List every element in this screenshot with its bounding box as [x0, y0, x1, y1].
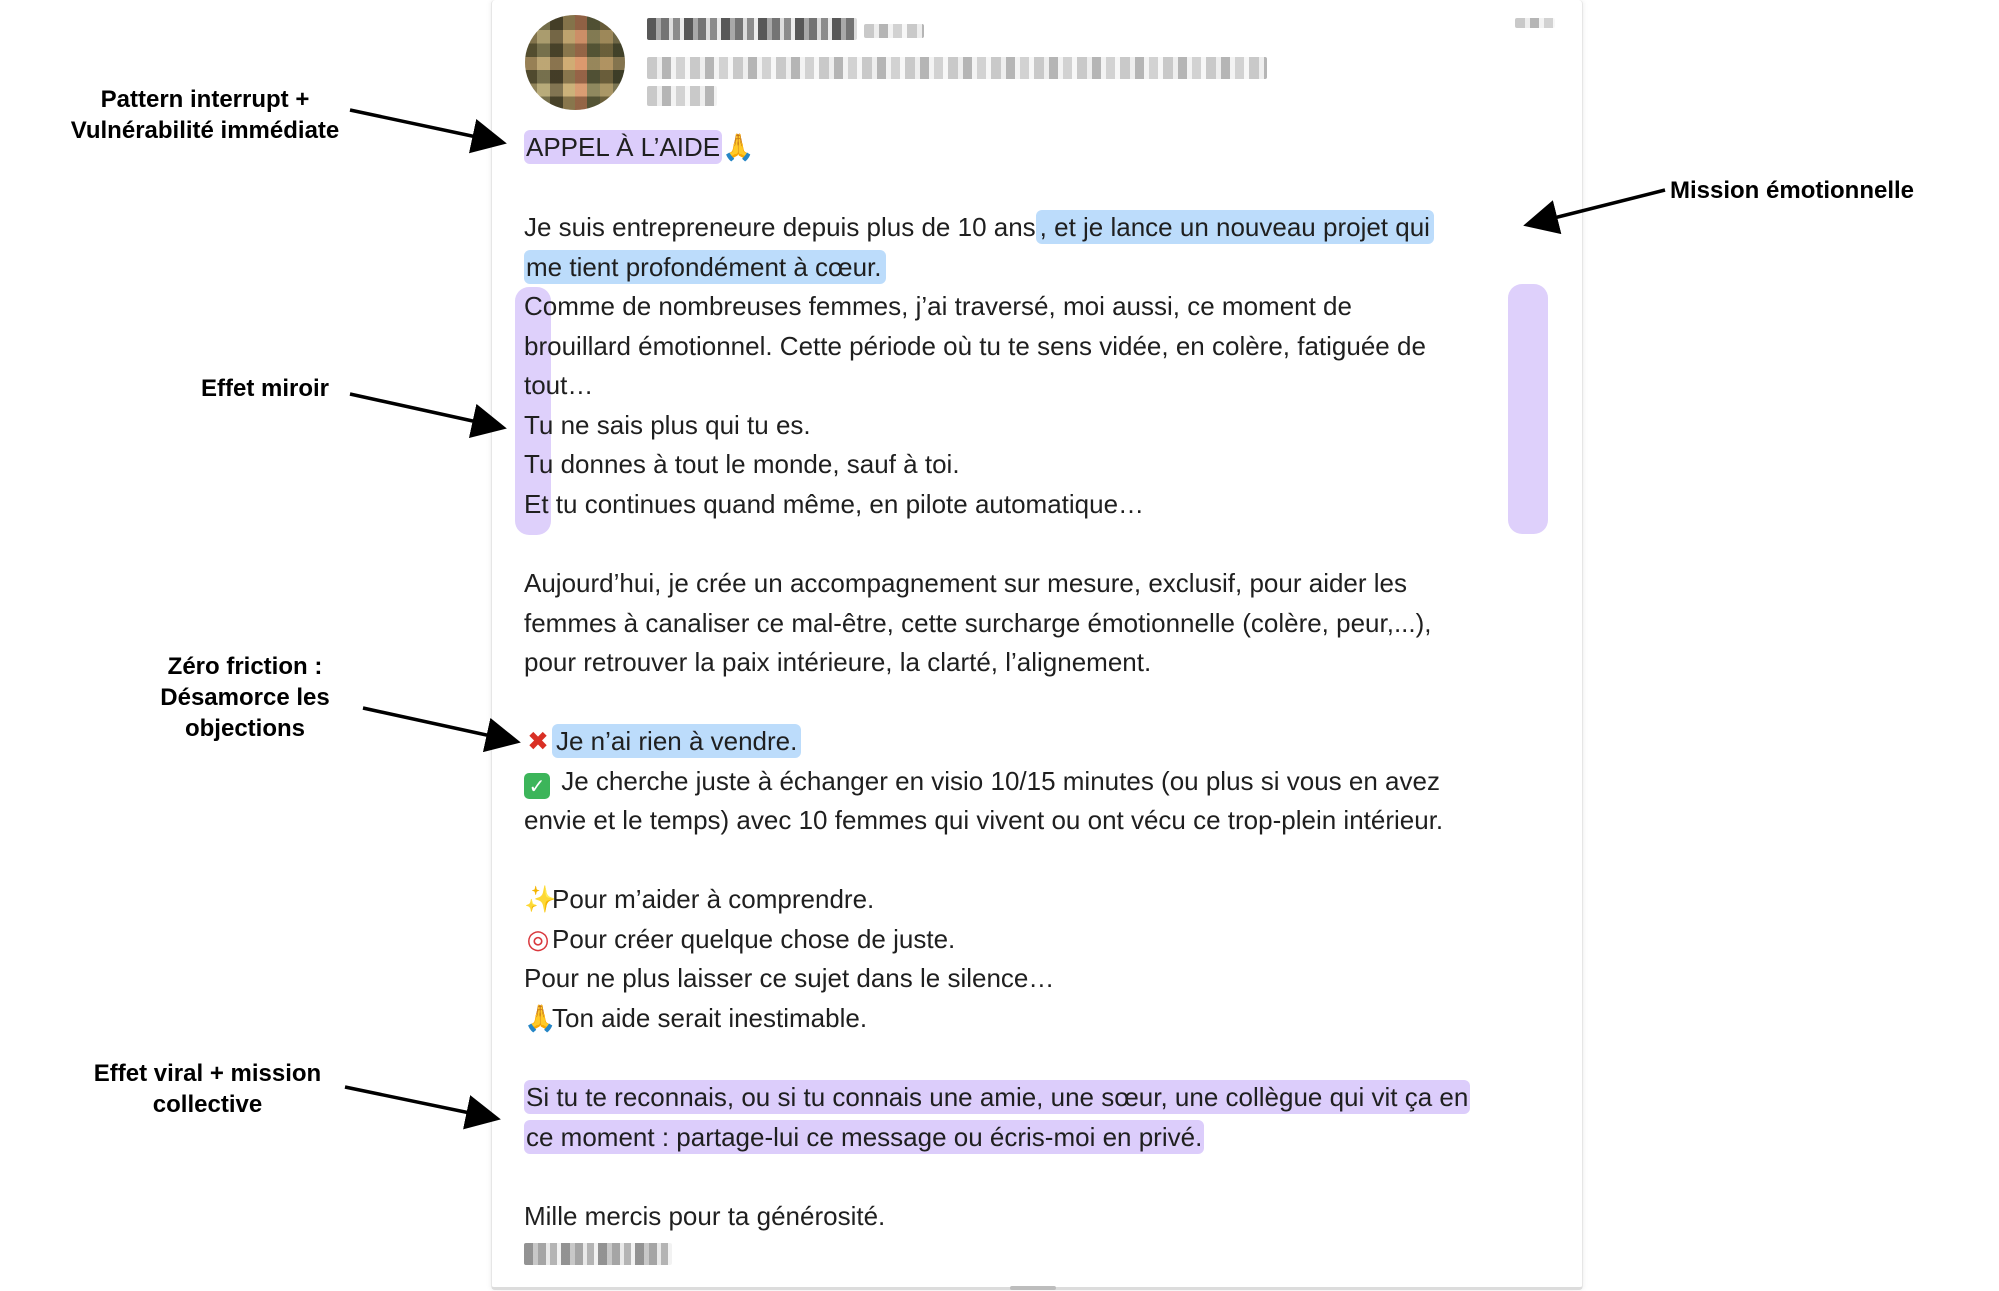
- mirror-line: Comme de nombreuses femmes, j’ai traversé, moi aussi, ce moment de: [524, 291, 1352, 321]
- annotation-line: objections: [184, 715, 305, 742]
- card-resize-handle: [1010, 1286, 1056, 1290]
- reason-text: Ton aide serait inestimable.: [552, 1003, 868, 1033]
- post-menu-blurred[interactable]: [1515, 18, 1555, 28]
- author-headline-blurred: [647, 57, 1267, 79]
- author-avatar[interactable]: [525, 15, 625, 110]
- reason-text: Pour m’aider à comprendre.: [552, 884, 875, 914]
- annotation-line: Zéro friction :: [167, 653, 323, 680]
- ask-line-2: envie et le temps) avec 10 femmes qui vivent ou ont vécu ce trop-plein intérieur.: [524, 805, 1444, 835]
- offer-line: pour retrouver la paix intérieure, la clarté, l’alignement.: [524, 647, 1152, 677]
- target-icon: ◎: [526, 925, 550, 955]
- praying-hands-icon: 🙏: [722, 133, 755, 163]
- cross-mark-icon: ✖: [527, 727, 549, 757]
- mirror-line: tout…: [524, 370, 594, 400]
- intro-line-1: [524, 208, 1434, 248]
- no-sell-text: Je n’ai rien à vendre.: [552, 724, 801, 758]
- intro-highlight-2: me tient profondément à cœur.: [524, 250, 886, 284]
- reason-text: Pour ne plus laisser ce sujet dans le silence…: [524, 963, 1055, 993]
- mirror-line: Et tu continues quand même, en pilote automatique…: [524, 489, 1145, 519]
- annotation-line: Vulnérabilité immédiate: [70, 117, 340, 144]
- reason-line: [524, 880, 874, 921]
- annotation-line: Pattern interrupt +: [100, 86, 310, 113]
- reason-line: [524, 920, 955, 961]
- sparkles-icon: ✨: [524, 885, 557, 915]
- thanks-line: Mille mercis pour ta générosité.: [524, 1201, 886, 1231]
- reason-line: [524, 999, 867, 1040]
- author-meta-blurred: [864, 24, 924, 38]
- post-time-blurred: [647, 86, 717, 106]
- arrow-effet-miroir: [350, 394, 500, 427]
- annotation-line: Effet viral + mission: [93, 1060, 322, 1087]
- viral-text: Si tu te reconnais, ou si tu connais une amie, une sœur, une collègue qui vit ça en: [526, 1082, 1469, 1112]
- mirror-line: Tu donnes à tout le monde, sauf à toi.: [524, 449, 960, 479]
- offer-line: Aujourd’hui, je crée un accompagnement sur mesure, exclusif, pour aider les: [524, 568, 1408, 598]
- annotation-mission-emotionnelle: [1670, 175, 1960, 206]
- mirror-line: brouillard émotionnel. Cette période où tu te sens vidée, en colère, fatiguée de: [524, 331, 1426, 361]
- post-headline-line: [524, 128, 755, 169]
- annotation-effet-viral: [70, 1058, 345, 1120]
- no-sell-line: [524, 722, 801, 763]
- reason-line: [524, 959, 1054, 999]
- ask-line-1: [524, 762, 1440, 802]
- annotation-line: collective: [152, 1091, 263, 1118]
- arrow-pattern-interrupt: [350, 110, 500, 142]
- arrow-effet-viral: [345, 1087, 494, 1118]
- intro-line-2: [524, 248, 886, 288]
- signature-blurred: [524, 1243, 672, 1265]
- annotation-zero-friction: [130, 651, 360, 744]
- annotation-effet-miroir: [160, 373, 370, 404]
- annotation-line: Mission émotionnelle: [1670, 177, 1915, 204]
- author-name-blurred[interactable]: [647, 18, 857, 40]
- intro-plain: Je suis entrepreneure depuis plus de 10 ans: [524, 212, 1036, 242]
- mirror-marker-right: [1508, 284, 1548, 534]
- reason-text: Pour créer quelque chose de juste.: [552, 924, 956, 954]
- annotation-line: Effet miroir: [200, 375, 329, 402]
- post-headline: APPEL À L’AIDE: [526, 132, 721, 162]
- check-mark-icon: ✓: [524, 773, 550, 799]
- viral-line-2: [524, 1118, 1204, 1158]
- intro-highlight-1: , et je lance un nouveau projet qui: [1036, 210, 1434, 244]
- viral-text: ce moment : partage-lui ce message ou écris-moi en privé.: [526, 1122, 1203, 1152]
- offer-line: femmes à canaliser ce mal-être, cette surcharge émotionnelle (colère, peur,...),: [524, 608, 1432, 638]
- ask-text: Je cherche juste à échanger en visio 10/15 minutes (ou plus si vous en avez: [561, 766, 1440, 796]
- annotation-pattern-interrupt: [50, 84, 360, 146]
- mirror-line: Tu ne sais plus qui tu es.: [524, 410, 811, 440]
- annotation-line: Désamorce les: [160, 684, 330, 711]
- viral-line-1: [524, 1078, 1470, 1118]
- praying-hands-icon: 🙏: [524, 1004, 557, 1034]
